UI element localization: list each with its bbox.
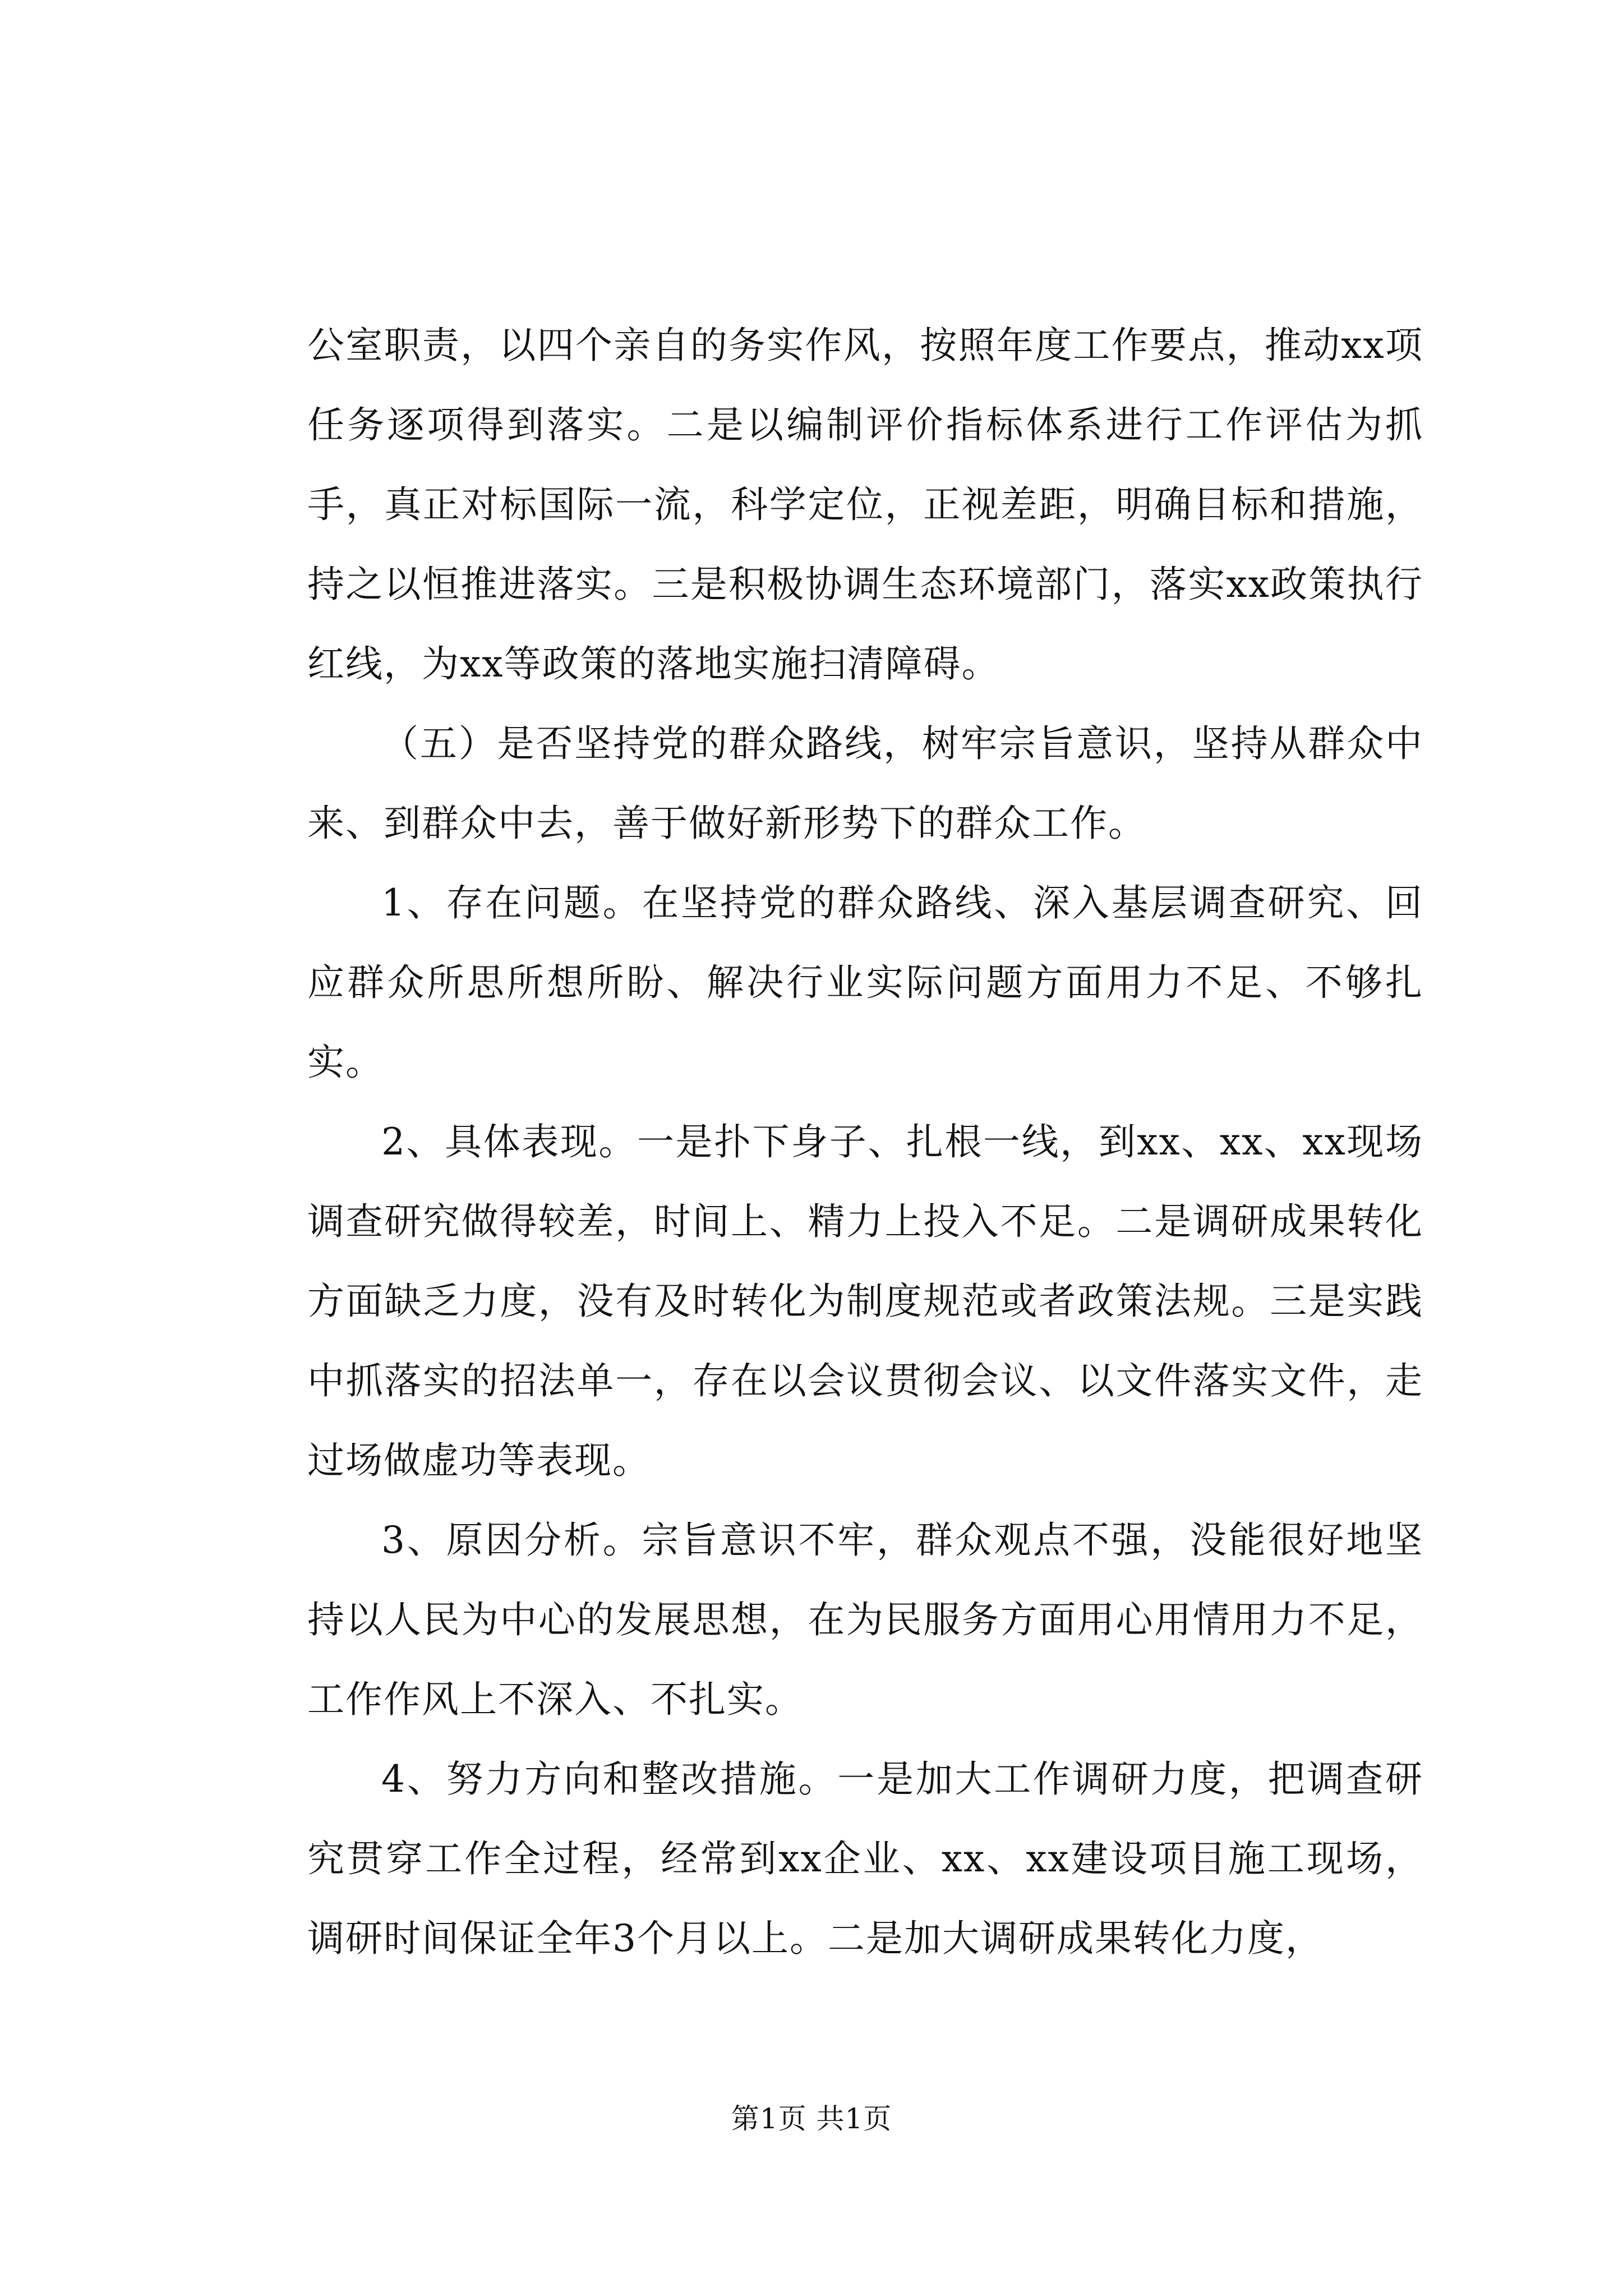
paragraph-rectification-measures: 4、努力方向和整改措施。一是加大工作调研力度，把调查研究贯穿工作全过程，经常到xx企业、xx、xx建设项目施工现场，调研时间保证全年3个月以上。二是加大调研成果转化力度，	[307, 1757, 1423, 1960]
paragraph-specific-manifestations: 2、具体表现。一是扑下身子、扎根一线，到xx、xx、xx现场调查研究做得较差，时间上、精力上投入不足。二是调研成果转化方面缺乏力度，没有及时转化为制度规范或者政策法规。三是实践中抓落实的招法单一，存在以会议贯彻会议、以文件落实文件，走过场做虚功等表现。	[307, 1120, 1423, 1482]
paragraph-continued: 公室职责，以四个亲自的务实作风，按照年度工作要点，推动xx项任务逐项得到落实。二是以编制评价指标体系进行工作评估为抓手，真正对标国际一流，科学定位，正视差距，明确目标和措施，持之以恒推进落实。三是积极协调生态环境部门，落实xx政策执行红线，为xx等政策的落地实施扫清障碍。	[307, 324, 1423, 685]
paragraph-section-five-heading: （五）是否坚持党的群众路线，树牢宗旨意识，坚持从群众中来、到群众中去，善于做好新形势下的群众工作。	[307, 722, 1423, 845]
paragraph-cause-analysis: 3、原因分析。宗旨意识不牢，群众观点不强，没能很好地坚持以人民为中心的发展思想，在为民服务方面用心用情用力不足，工作作风上不深入、不扎实。	[307, 1519, 1423, 1721]
document-body	[307, 306, 1423, 1978]
paragraph-existing-problems: 1、存在问题。在坚持党的群众路线、深入基层调查研究、回应群众所思所想所盼、解决行业实际问题方面用力不足、不够扎实。	[307, 881, 1423, 1084]
page-footer: 第1页 共1页	[731, 2102, 892, 2135]
